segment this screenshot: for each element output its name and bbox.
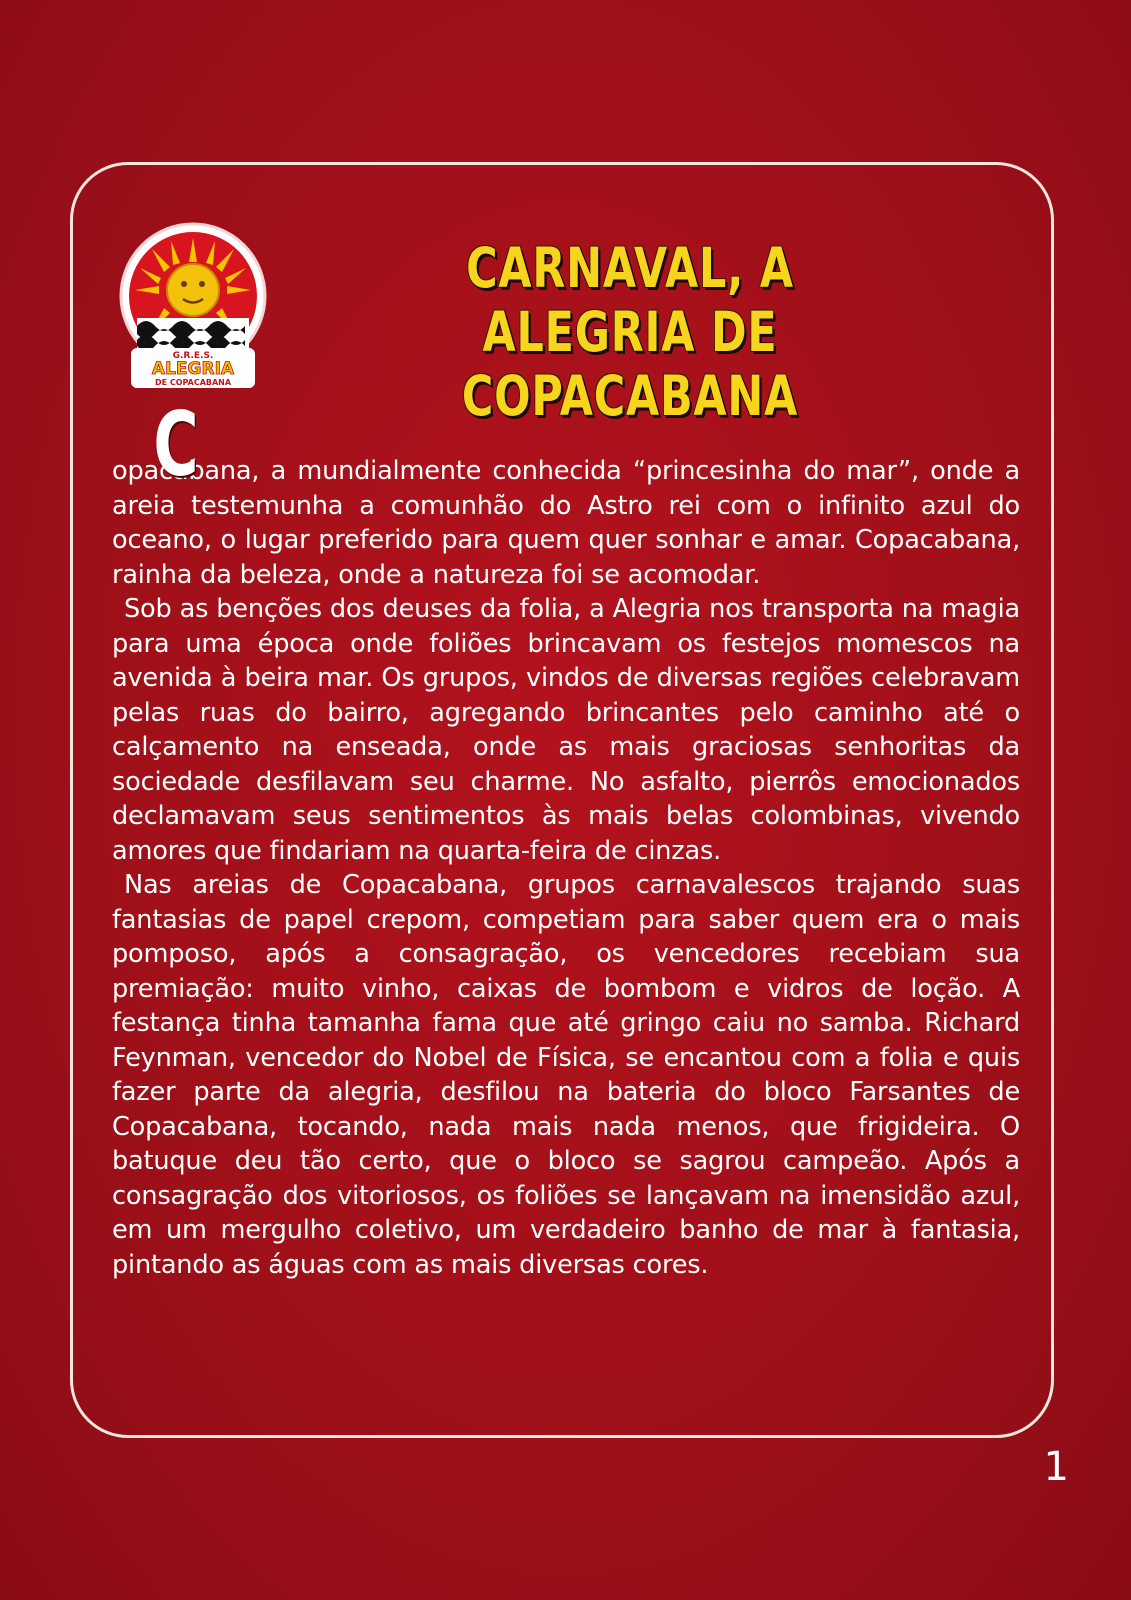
page-title — [373, 236, 888, 428]
paragraph-3: Nas areias de Copacabana, grupos carnavalescos trajando suas fantasias de papel crepom, competiam para saber quem era o mais pomposo, após a consagração, os vencedores recebiam sua premiação: muito vinho, caixas de bombom e vidros de loção. A festança tinha tamanha fama que até gringo caiu no samba. Richard Feynman, vencedor do Nobel de Física, se encantou com a folia e quis fazer parte da alegria, desfilou na bateria do bloco Farsantes de Copacabana, tocando, nada mais nada menos, que frigideira. O batuque deu tão certo, que o bloco se sagrou campeão. Após a consagração dos vitoriosos, os foliões se lançavam na imensidão azul, em um mergulho coletivo, um verdadeiro banho de mar à fantasia, pintando as águas com as mais diversas cores. — [112, 870, 1020, 1280]
paragraph-2: Sob as benções dos deuses da folia, a Alegria nos transporta na magia para uma época onde foliões brincavam os festejos momescos na avenida à beira mar. Os grupos, vindos de diversas regiões celebravam pelas ruas do bairro, agregando brincantes pelo caminho até o calçamento na enseada, onde as mais graciosas senhoritas da sociedade desfilavam seu charme. No asfalto, pierrôs emocionados declamavam seus sentimentos às mais belas colombinas, vivendo amores que findariam na quarta-feira de cinzas. — [112, 594, 1020, 866]
article-body — [112, 393, 1020, 1282]
paragraph-1 — [112, 393, 1020, 592]
school-logo — [113, 222, 273, 394]
logo-top-text: G.R.E.S. — [172, 351, 214, 361]
dropcap-spacer — [112, 406, 1020, 454]
title-line-2: COPACABANA — [461, 364, 799, 428]
paragraph-1-text: opacabana, a mundialmente conhecida “princesinha do mar”, onde a areia testemunha a comunhão do Astro rei com o infinito azul do oceano, o lugar preferido para quem quer sonhar e amar. Copacabana, rainha da beleza, onde a natureza foi se acomodar. — [112, 456, 1020, 590]
drop-cap: C — [153, 393, 199, 496]
logo-sub: DE COPACABANA — [154, 378, 232, 387]
logo-name: ALEGRIA — [151, 359, 235, 379]
margin-mark — [1051, 496, 1052, 506]
sun-face — [167, 264, 219, 316]
title-line-1: CARNAVAL, A ALEGRIA DE — [466, 236, 794, 364]
wave-pattern — [137, 318, 249, 351]
page-number: 1 — [1043, 1444, 1069, 1490]
